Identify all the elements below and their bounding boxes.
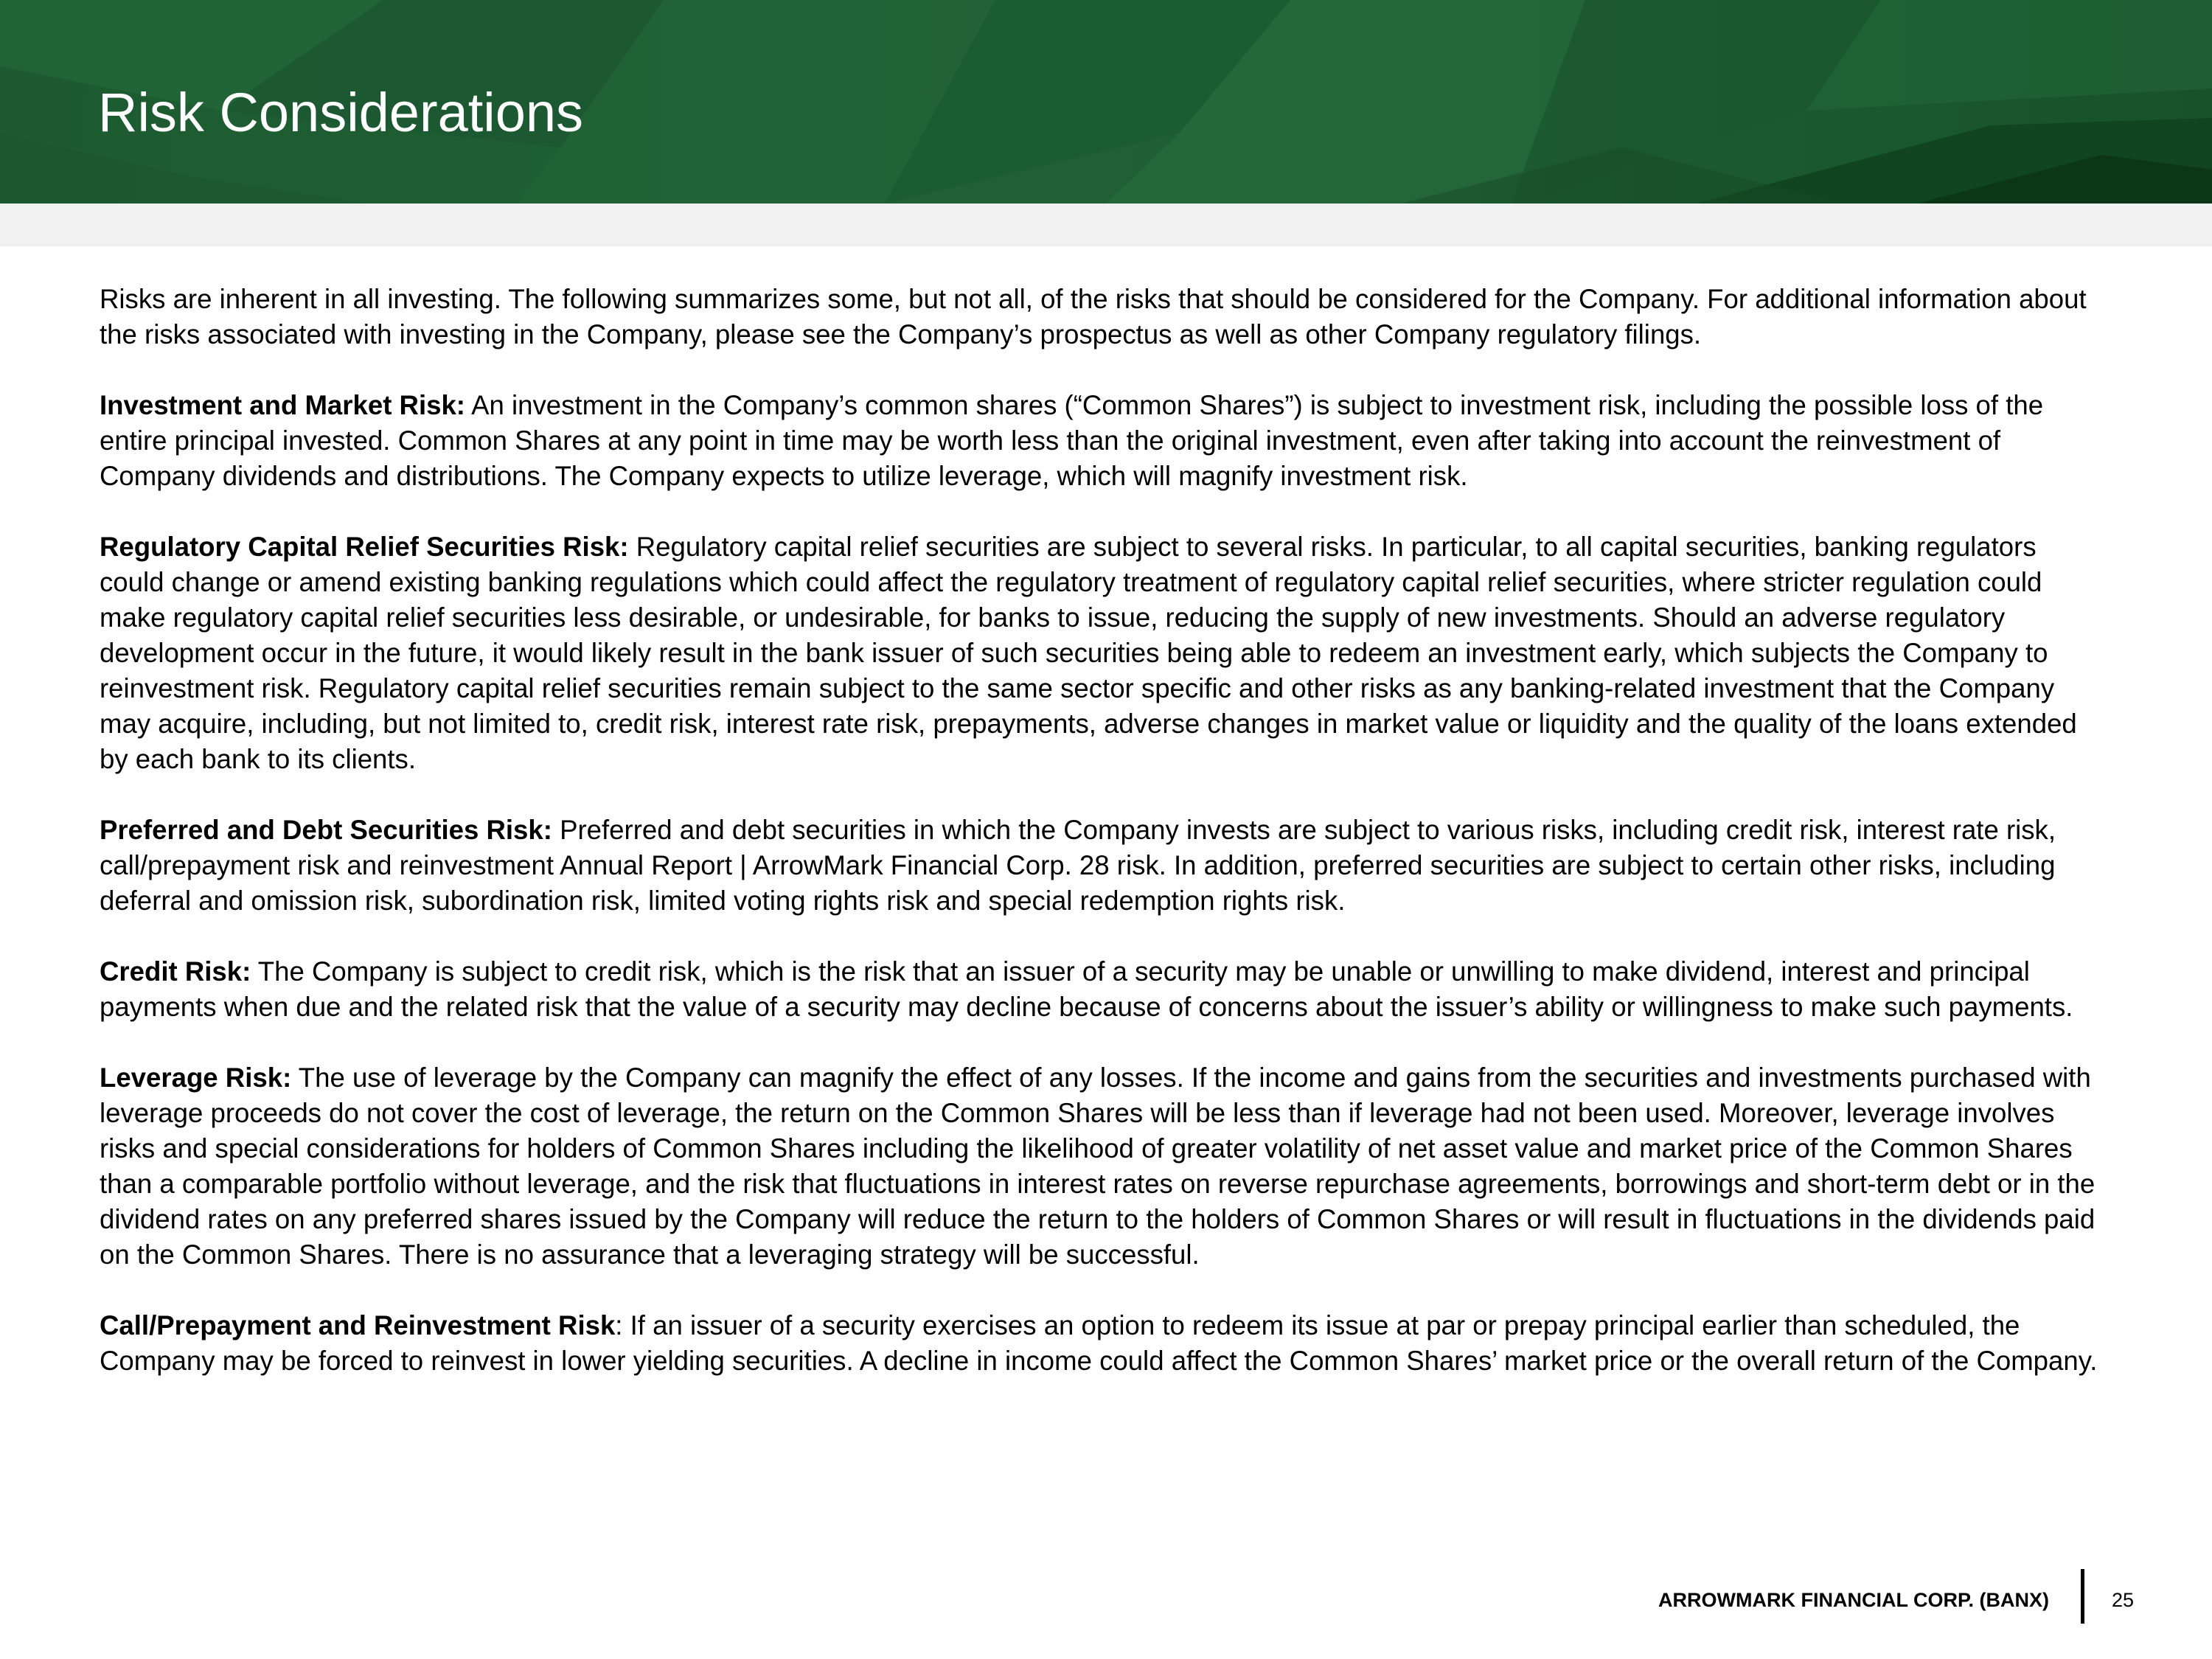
risk-description: The Company is subject to credit risk, which is the risk that an issuer of a security may be unable or unwilling to make dividend, interest and principal payments when due and the related risk that the value of a security may decline because of concerns about the issuer’s ability or willingness to make such payments. <box>100 956 2073 1022</box>
risk-paragraph-investment-market <box>100 388 2105 494</box>
page-number: 25 <box>2112 1589 2135 1611</box>
risk-description: An investment in the Company’s common shares (“Common Shares”) is subject to investment risk, including the possible loss of the entire principal invested. Common Shares at any point in time may be worth less than the original investment, even after taking into account the reinvestment of Company dividends and distributions. The Company expects to utilize leverage, which will magnify investment risk. <box>100 390 2044 491</box>
risk-description: Preferred and debt securities in which the Company invests are subject to various risks, including credit risk, interest rate risk, call/prepayment risk and reinvestment Annual Report | ArrowMark Financial Corp. 28 risk. In addition, preferred securities are subject to certain other risks, including deferral and omission risk, subordination risk, limited voting rights risk and special redemption rights risk. <box>100 815 2056 916</box>
footer-divider <box>2081 1569 2084 1624</box>
risk-label: Leverage Risk: <box>100 1062 292 1093</box>
risk-paragraph-credit <box>100 954 2105 1025</box>
risk-label: Preferred and Debt Securities Risk: <box>100 815 552 845</box>
risk-paragraph-regulatory-capital <box>100 529 2105 777</box>
risk-paragraph-call-prepayment <box>100 1308 2105 1379</box>
header-banner <box>0 0 2212 204</box>
risk-label: Credit Risk: <box>100 956 251 987</box>
risk-description: : If an issuer of a security exercises an option to redeem its issue at par or prepay principal earlier than scheduled, the Company may be forced to reinvest in lower yielding securities. A decline in income could affect the Common Shares’ market price or the overall return of the Company. <box>100 1310 2098 1376</box>
risk-description: The use of leverage by the Company can magnify the effect of any losses. If the income and gains from the securities and investments purchased with leverage proceeds do not cover the cost of leverage, the return on the Common Shares will be less than if leverage had not been used. Moreover, leverage involves risks and special considerations for holders of Common Shares including the likelihood of greater volatility of net asset value and market price of the Common Shares than a comparable portfolio without leverage, and the risk that fluctuations in interest rates on reverse repurchase agreements, borrowings and short-term debt or in the dividend rates on any preferred shares issued by the Company will reduce the return to the holders of Common Shares or will result in fluctuations in the dividends paid on the Common Shares. There is no assurance that a leveraging strategy will be successful. <box>100 1062 2096 1270</box>
risk-description: Regulatory capital relief securities are subject to several risks. In particular, to all capital securities, banking regulators could change or amend existing banking regulations which could affect the regulatory treatment of regulatory capital relief securities, where stricter regulation could make regulatory capital relief securities less desirable, or undesirable, for banks to issue, reducing the supply of new investments. Should an adverse regulatory development occur in the future, it would likely result in the bank issuer of such securities being able to redeem an investment early, which subjects the Company to reinvestment risk. Regulatory capital relief securities remain subject to the same sector specific and other risks as any banking-related investment that the Company may acquire, including, but not limited to, credit risk, interest rate risk, prepayments, adverse changes in market value or liquidity and the quality of the loans extended by each bank to its clients. <box>100 532 2077 774</box>
risk-content <box>100 282 2105 1379</box>
header-divider-strip <box>0 204 2212 246</box>
risk-paragraph-leverage <box>100 1060 2105 1273</box>
footer-company-name: ARROWMARK FINANCIAL CORP. (BANX) <box>1658 1589 2049 1611</box>
intro-paragraph: Risks are inherent in all investing. The following summarizes some, but not all, of the risks that should be considered for the Company. For additional information about the risks associated with investing in the Company, please see the Company’s prospectus as well as other Company regulatory filings. <box>100 284 2087 349</box>
risk-paragraph-preferred-debt <box>100 813 2105 919</box>
risk-label: Investment and Market Risk: <box>100 390 465 420</box>
page-title: Risk Considerations <box>98 82 584 143</box>
risk-label: Regulatory Capital Relief Securities Risk: <box>100 532 629 562</box>
risk-label: Call/Prepayment and Reinvestment Risk <box>100 1310 616 1340</box>
